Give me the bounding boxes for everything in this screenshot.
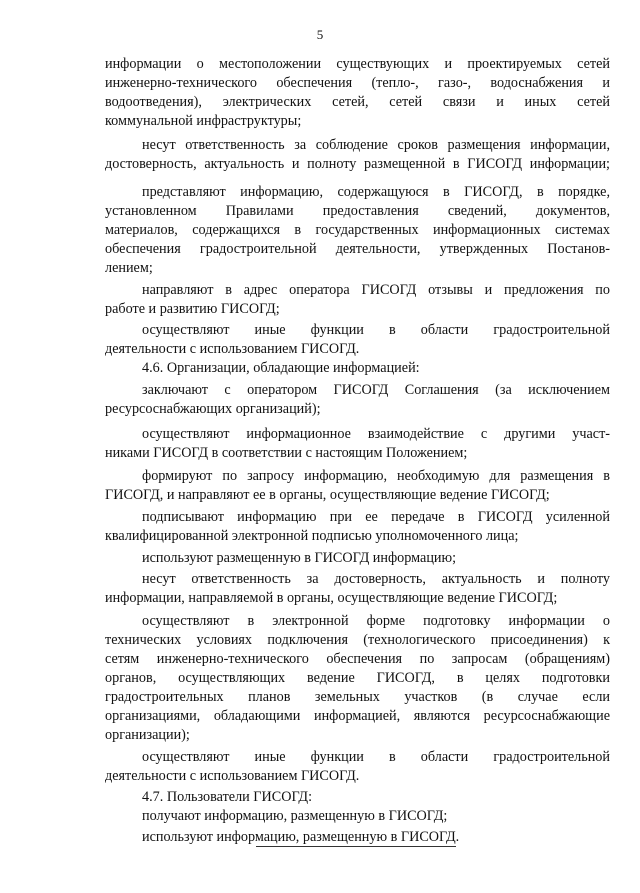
text-line: инженерно-технического обеспечения (тепло-, газо-, водоснабжения и xyxy=(105,75,610,91)
text-line: подписывают информацию при ее передаче в ГИСОГД усиленной xyxy=(142,509,610,525)
text-line: лением; xyxy=(105,260,153,276)
text-line: деятельности с использованием ГИСОГД. xyxy=(105,341,360,357)
text-line: деятельности с использованием ГИСОГД. xyxy=(105,768,360,784)
text-line: обеспечения градостроительной деятельности, утвержденных Постанов- xyxy=(105,241,610,257)
text-line: работе и развитию ГИСОГД; xyxy=(105,301,280,317)
text-line: организации); xyxy=(105,727,190,743)
text-line: 4.7. Пользователи ГИСОГД: xyxy=(142,789,313,805)
text-line: материалов, содержащихся в государственных информационных системах xyxy=(105,222,610,238)
text-line: получают информацию, размещенную в ГИСОГД; xyxy=(142,808,448,824)
text-line: осуществляют в электронной форме подготовку информации о xyxy=(142,613,610,629)
text-line: используют размещенную в ГИСОГД информацию; xyxy=(142,550,457,566)
text-line: квалифицированной электронной подписью уполномоченного лица; xyxy=(105,528,519,544)
text-line: водоотведения), электрических сетей, сетей связи и иных сетей xyxy=(105,94,610,110)
text-line: ГИСОГД, и направляют ее в органы, осуществляющие ведение ГИСОГД; xyxy=(105,487,550,503)
text-line: достоверность, актуальность и полноту размещенной в ГИСОГД информации; xyxy=(105,156,610,172)
text-line: информации, направляемой в органы, осуществляющие ведение ГИСОГД; xyxy=(105,590,558,606)
text-line: осуществляют иные функции в области градостроительной xyxy=(142,749,610,765)
text-line: представляют информацию, содержащуюся в ГИСОГД, в порядке, xyxy=(142,184,610,200)
text-line: осуществляют информационное взаимодействие с другими участ- xyxy=(142,426,610,442)
text-line: ресурсоснабжающих организаций); xyxy=(105,401,321,417)
text-line: несут ответственность за соблюдение сроков размещения информации, xyxy=(142,137,610,153)
text-line: формируют по запросу информацию, необходимую для размещения в xyxy=(142,468,610,484)
end-rule xyxy=(256,846,456,847)
text-line: несут ответственность за достоверность, актуальность и полноту xyxy=(142,571,610,587)
text-line: используют информацию, размещенную в ГИСОГД. xyxy=(142,829,460,845)
text-line: заключают с оператором ГИСОГД Соглашения (за исключением xyxy=(142,382,610,398)
text-line: направляют в адрес оператора ГИСОГД отзывы и предложения по xyxy=(142,282,610,298)
text-line: никами ГИСОГД в соответствии с настоящим Положением; xyxy=(105,445,468,461)
page-number: 5 xyxy=(316,27,324,42)
text-line: информации о местоположении существующих и проектируемых сетей xyxy=(105,56,610,72)
text-line: организациями, обладающими информацией, являются ресурсоснабжающие xyxy=(105,708,610,724)
text-line: технических условиях подключения (технологического присоединения) к xyxy=(105,632,610,648)
text-line: сетям инженерно-технического обеспечения по запросам (обращениям) xyxy=(105,651,610,667)
text-line: установленном Правилами предоставления сведений, документов, xyxy=(105,203,610,219)
text-line: 4.6. Организации, обладающие информацией: xyxy=(142,360,420,376)
text-line: осуществляют иные функции в области градостроительной xyxy=(142,322,610,338)
text-line: коммунальной инфраструктуры; xyxy=(105,113,302,129)
text-line: градостроительных планов земельных участков (в случае если xyxy=(105,689,610,705)
text-line: органов, осуществляющих ведение ГИСОГД, в целях подготовки xyxy=(105,670,610,686)
